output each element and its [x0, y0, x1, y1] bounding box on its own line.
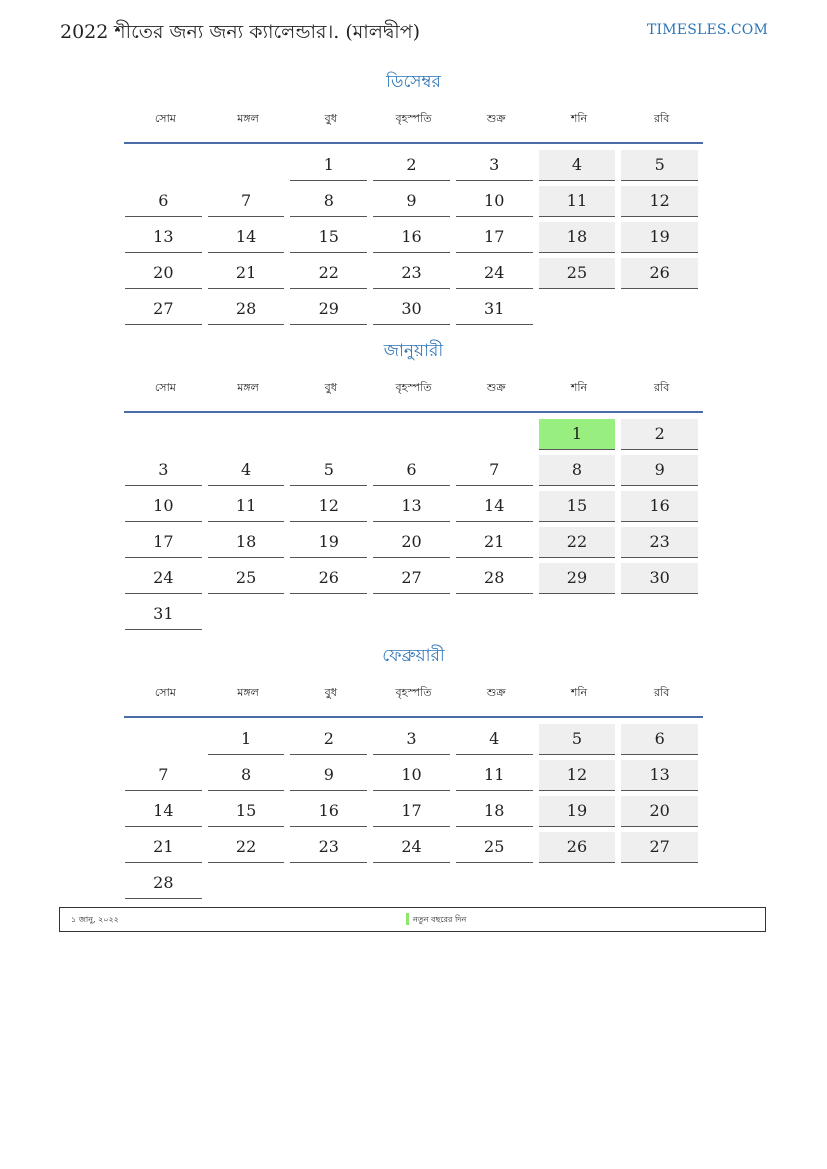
- day-number: 23: [373, 258, 450, 289]
- day-cell: [455, 453, 538, 489]
- day-number: 19: [539, 796, 616, 827]
- day-number: [621, 868, 698, 898]
- day-cell: [455, 220, 538, 256]
- day-cell: [372, 292, 455, 328]
- day-number: 27: [373, 563, 450, 594]
- day-number: 14: [125, 796, 202, 827]
- day-cell: [289, 184, 372, 220]
- day-cell: [538, 489, 621, 525]
- empty-day-cell: [538, 597, 621, 633]
- day-cell: [289, 758, 372, 794]
- empty-day-cell: [124, 417, 207, 453]
- day-number: [208, 150, 285, 180]
- day-number: 26: [621, 258, 698, 289]
- empty-day-cell: [289, 866, 372, 902]
- day-cell: [455, 758, 538, 794]
- day-number: 10: [125, 491, 202, 522]
- day-number: 22: [539, 527, 616, 558]
- weekday-label: শনি: [570, 381, 588, 394]
- day-number: 16: [290, 796, 367, 827]
- day-number: 15: [290, 222, 367, 253]
- week-row: [124, 292, 703, 328]
- day-number: 17: [373, 796, 450, 827]
- calendar-grid: [124, 722, 703, 902]
- day-cell: [620, 722, 703, 758]
- empty-day-cell: [538, 292, 621, 328]
- day-number: [621, 294, 698, 324]
- empty-day-cell: [620, 597, 703, 633]
- week-row: [124, 830, 703, 866]
- day-cell: [372, 830, 455, 866]
- day-number: 17: [456, 222, 533, 253]
- day-number: 16: [621, 491, 698, 522]
- week-row: [124, 866, 703, 902]
- day-number: [208, 868, 285, 898]
- day-number: 7: [456, 455, 533, 486]
- day-number: 1: [208, 724, 285, 755]
- day-number: 8: [290, 186, 367, 217]
- empty-day-cell: [124, 148, 207, 184]
- day-number: 18: [208, 527, 285, 558]
- day-cell: [124, 220, 207, 256]
- day-number: 29: [290, 294, 367, 325]
- day-number: 9: [373, 186, 450, 217]
- day-number: [539, 599, 616, 629]
- day-cell: [207, 561, 290, 597]
- site-link[interactable]: TIMESLES.COM: [647, 22, 768, 38]
- day-cell: [538, 561, 621, 597]
- day-number: [621, 599, 698, 629]
- weekday-label: বৃহস্পতি: [395, 381, 432, 394]
- day-number: 20: [621, 796, 698, 827]
- day-cell: [538, 830, 621, 866]
- empty-day-cell: [620, 866, 703, 902]
- weekday-label: মঙ্গল: [237, 381, 259, 394]
- day-cell: [372, 453, 455, 489]
- week-row: [124, 417, 703, 453]
- day-number: 10: [373, 760, 450, 791]
- day-number: 15: [208, 796, 285, 827]
- day-cell: [124, 794, 207, 830]
- weekday-label: সোম: [154, 686, 176, 699]
- day-cell: [372, 489, 455, 525]
- day-cell: [455, 722, 538, 758]
- week-row: [124, 794, 703, 830]
- day-cell: [620, 794, 703, 830]
- weekday-header: [124, 686, 703, 718]
- day-cell: [124, 256, 207, 292]
- day-number: 25: [208, 563, 285, 594]
- day-number: [456, 419, 533, 449]
- empty-day-cell: [289, 417, 372, 453]
- day-cell: [124, 489, 207, 525]
- day-number: 16: [373, 222, 450, 253]
- day-cell: [372, 184, 455, 220]
- weekday-label: বৃহস্পতি: [395, 686, 432, 699]
- day-cell: [538, 417, 621, 453]
- day-cell: [207, 722, 290, 758]
- day-number: 3: [456, 150, 533, 181]
- month-february: [124, 644, 703, 902]
- day-cell: [289, 794, 372, 830]
- day-number: 4: [456, 724, 533, 755]
- weekday-label: মঙ্গল: [237, 686, 259, 699]
- day-cell: [124, 525, 207, 561]
- empty-day-cell: [455, 417, 538, 453]
- day-cell: [207, 292, 290, 328]
- day-number: 13: [373, 491, 450, 522]
- day-number: 21: [456, 527, 533, 558]
- day-number: [125, 419, 202, 449]
- day-number: 17: [125, 527, 202, 558]
- day-cell: [620, 561, 703, 597]
- empty-day-cell: [124, 722, 207, 758]
- day-number: 21: [208, 258, 285, 289]
- day-number: [373, 868, 450, 898]
- day-cell: [207, 453, 290, 489]
- day-number: [290, 419, 367, 449]
- day-cell: [207, 758, 290, 794]
- empty-day-cell: [207, 866, 290, 902]
- day-number: 12: [290, 491, 367, 522]
- day-number: 11: [208, 491, 285, 522]
- day-number: 1: [539, 419, 616, 450]
- week-row: [124, 148, 703, 184]
- day-cell: [124, 866, 207, 902]
- day-number: 1: [290, 150, 367, 181]
- day-number: [208, 419, 285, 449]
- day-number: 4: [539, 150, 616, 181]
- weekday-label: সোম: [154, 381, 176, 394]
- day-number: [456, 599, 533, 629]
- day-cell: [620, 148, 703, 184]
- day-number: 18: [539, 222, 616, 253]
- empty-day-cell: [455, 866, 538, 902]
- day-number: [125, 724, 202, 754]
- weekday-label: শনি: [570, 686, 588, 699]
- month-december: [124, 70, 703, 328]
- day-cell: [207, 830, 290, 866]
- calendar-grid: [124, 148, 703, 328]
- day-cell: [289, 830, 372, 866]
- day-number: 2: [373, 150, 450, 181]
- day-cell: [372, 220, 455, 256]
- day-cell: [455, 256, 538, 292]
- week-row: [124, 722, 703, 758]
- day-number: 14: [208, 222, 285, 253]
- week-row: [124, 758, 703, 794]
- day-cell: [372, 758, 455, 794]
- day-cell: [124, 453, 207, 489]
- day-number: 5: [539, 724, 616, 755]
- day-number: 22: [208, 832, 285, 863]
- day-cell: [538, 794, 621, 830]
- day-cell: [124, 758, 207, 794]
- day-cell: [289, 220, 372, 256]
- day-cell: [372, 525, 455, 561]
- weekday-label: শুক্র: [486, 381, 506, 394]
- day-number: 22: [290, 258, 367, 289]
- day-number: 30: [621, 563, 698, 594]
- week-row: [124, 597, 703, 633]
- day-cell: [538, 220, 621, 256]
- day-number: 11: [539, 186, 616, 217]
- empty-day-cell: [372, 866, 455, 902]
- day-number: 31: [125, 599, 202, 630]
- weekday-label: রবি: [654, 112, 670, 125]
- day-number: 9: [290, 760, 367, 791]
- day-number: 4: [208, 455, 285, 486]
- day-cell: [538, 453, 621, 489]
- day-cell: [372, 561, 455, 597]
- day-cell: [207, 489, 290, 525]
- weekday-label: বৃহস্পতি: [395, 112, 432, 125]
- day-number: [373, 419, 450, 449]
- day-number: [539, 868, 616, 898]
- day-number: 14: [456, 491, 533, 522]
- day-cell: [538, 525, 621, 561]
- day-number: 6: [621, 724, 698, 755]
- day-number: 3: [125, 455, 202, 486]
- legend-label: নতুন বছরের দিন: [413, 915, 467, 924]
- day-number: 15: [539, 491, 616, 522]
- weekday-label: রবি: [654, 381, 670, 394]
- day-number: 2: [290, 724, 367, 755]
- day-number: 13: [125, 222, 202, 253]
- weekday-label: রবি: [654, 686, 670, 699]
- day-cell: [289, 148, 372, 184]
- day-number: [125, 150, 202, 180]
- day-number: [290, 868, 367, 898]
- day-cell: [289, 453, 372, 489]
- week-row: [124, 453, 703, 489]
- week-row: [124, 525, 703, 561]
- day-number: 28: [208, 294, 285, 325]
- day-number: 29: [539, 563, 616, 594]
- day-cell: [538, 256, 621, 292]
- empty-day-cell: [207, 148, 290, 184]
- day-cell: [620, 220, 703, 256]
- month-title: ডিসেম্বর: [386, 72, 441, 92]
- empty-day-cell: [455, 597, 538, 633]
- weekday-header: [124, 112, 703, 144]
- day-cell: [455, 561, 538, 597]
- day-cell: [124, 561, 207, 597]
- day-number: 23: [290, 832, 367, 863]
- day-cell: [620, 489, 703, 525]
- day-cell: [455, 525, 538, 561]
- weekday-label: শুক্র: [486, 686, 506, 699]
- empty-day-cell: [538, 866, 621, 902]
- day-cell: [207, 220, 290, 256]
- day-number: 2: [621, 419, 698, 450]
- weekday-label: শনি: [570, 112, 588, 125]
- day-cell: [372, 256, 455, 292]
- weekday-label: শুক্র: [486, 112, 506, 125]
- day-cell: [455, 489, 538, 525]
- week-row: [124, 220, 703, 256]
- day-number: 27: [125, 294, 202, 325]
- day-number: 20: [373, 527, 450, 558]
- weekday-label: বুধ: [324, 381, 337, 394]
- day-cell: [207, 794, 290, 830]
- legend-date: ১ জানু, ২০২২: [71, 915, 119, 924]
- day-number: 19: [621, 222, 698, 253]
- day-cell: [538, 148, 621, 184]
- day-number: 6: [125, 186, 202, 217]
- day-cell: [538, 722, 621, 758]
- week-row: [124, 489, 703, 525]
- day-cell: [455, 148, 538, 184]
- day-number: 5: [290, 455, 367, 486]
- day-number: [208, 599, 285, 629]
- day-number: 26: [290, 563, 367, 594]
- day-number: 3: [373, 724, 450, 755]
- day-cell: [124, 830, 207, 866]
- week-row: [124, 256, 703, 292]
- day-number: 25: [456, 832, 533, 863]
- empty-day-cell: [207, 597, 290, 633]
- page-title: 2022 শীতের জন্য জন্য ক্যালেন্ডার।. (মালদ্বীপ): [60, 21, 421, 43]
- day-number: 18: [456, 796, 533, 827]
- day-cell: [289, 722, 372, 758]
- day-number: 30: [373, 294, 450, 325]
- day-cell: [289, 525, 372, 561]
- day-number: [539, 294, 616, 324]
- day-number: [290, 599, 367, 629]
- empty-day-cell: [289, 597, 372, 633]
- day-number: 8: [539, 455, 616, 486]
- day-cell: [538, 758, 621, 794]
- day-number: 24: [456, 258, 533, 289]
- day-number: 24: [125, 563, 202, 594]
- day-cell: [620, 417, 703, 453]
- day-cell: [455, 830, 538, 866]
- day-cell: [620, 758, 703, 794]
- day-number: 28: [456, 563, 533, 594]
- day-number: 5: [621, 150, 698, 181]
- day-number: 11: [456, 760, 533, 791]
- month-january: [124, 339, 703, 633]
- day-cell: [620, 256, 703, 292]
- weekday-label: সোম: [154, 112, 176, 125]
- month-title: ফেব্রুয়ারী: [382, 646, 445, 666]
- day-number: 13: [621, 760, 698, 791]
- day-number: 28: [125, 868, 202, 899]
- day-number: 12: [539, 760, 616, 791]
- day-number: 24: [373, 832, 450, 863]
- day-cell: [372, 794, 455, 830]
- empty-day-cell: [372, 417, 455, 453]
- day-number: 8: [208, 760, 285, 791]
- day-cell: [207, 184, 290, 220]
- day-cell: [455, 794, 538, 830]
- day-number: 12: [621, 186, 698, 217]
- weekday-label: বুধ: [324, 112, 337, 125]
- day-number: 7: [208, 186, 285, 217]
- empty-day-cell: [620, 292, 703, 328]
- day-cell: [289, 292, 372, 328]
- day-cell: [620, 453, 703, 489]
- weekday-label: বুধ: [324, 686, 337, 699]
- day-number: 10: [456, 186, 533, 217]
- day-cell: [207, 256, 290, 292]
- day-number: 27: [621, 832, 698, 863]
- day-number: [456, 868, 533, 898]
- day-number: 6: [373, 455, 450, 486]
- day-cell: [124, 597, 207, 633]
- weekday-header: [124, 381, 703, 413]
- day-number: 25: [539, 258, 616, 289]
- day-cell: [620, 525, 703, 561]
- day-number: 21: [125, 832, 202, 863]
- month-title: জানুয়ারী: [383, 341, 444, 361]
- day-number: 31: [456, 294, 533, 325]
- day-cell: [538, 184, 621, 220]
- legend-color-swatch: [406, 913, 409, 925]
- week-row: [124, 561, 703, 597]
- day-number: 26: [539, 832, 616, 863]
- week-row: [124, 184, 703, 220]
- day-cell: [289, 256, 372, 292]
- empty-day-cell: [372, 597, 455, 633]
- day-number: [373, 599, 450, 629]
- day-cell: [372, 722, 455, 758]
- day-cell: [455, 292, 538, 328]
- day-cell: [372, 148, 455, 184]
- holiday-legend: [59, 907, 766, 932]
- day-number: 23: [621, 527, 698, 558]
- day-cell: [289, 561, 372, 597]
- day-cell: [620, 184, 703, 220]
- day-number: 20: [125, 258, 202, 289]
- day-cell: [124, 184, 207, 220]
- day-number: 9: [621, 455, 698, 486]
- day-cell: [207, 525, 290, 561]
- day-number: 7: [125, 760, 202, 791]
- day-cell: [455, 184, 538, 220]
- empty-day-cell: [207, 417, 290, 453]
- day-cell: [620, 830, 703, 866]
- day-number: 19: [290, 527, 367, 558]
- day-cell: [289, 489, 372, 525]
- day-cell: [124, 292, 207, 328]
- weekday-label: মঙ্গল: [237, 112, 259, 125]
- calendar-grid: [124, 417, 703, 633]
